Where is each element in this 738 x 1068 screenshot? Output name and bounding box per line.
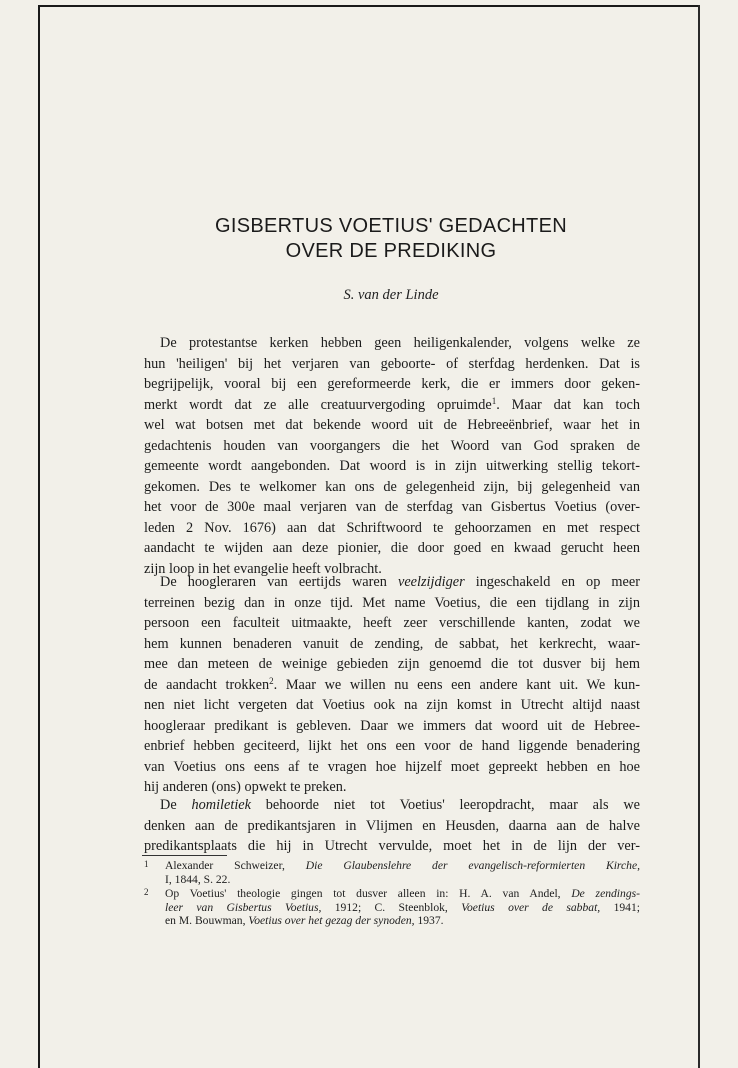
top-border-rule bbox=[38, 5, 700, 7]
emphasis: Die Glaubenslehre der evangelisch-reformierten Kirche, bbox=[305, 859, 640, 872]
text-line: het voor de 300e maal verjaren van de sterfdag van Gisbertus Voetius (over- bbox=[144, 499, 640, 515]
text-line: gemeente wordt aangebonden. Dat woord is in zijn uitwerking stellig tekort- bbox=[144, 458, 640, 474]
emphasis: De zendings- bbox=[571, 887, 640, 901]
footnote-line bbox=[165, 859, 640, 873]
text-line: van Voetius ons eens af te vragen hoe hijzelf moet gepreekt hebben en hoe bbox=[144, 758, 640, 775]
article-title bbox=[100, 214, 682, 264]
footnote-line bbox=[165, 887, 640, 901]
text-line: predikantsplaats die hij in Utrecht vervulde, moet het in de lijn der ver- bbox=[144, 838, 640, 854]
title-line-2: OVER DE PREDIKING bbox=[285, 240, 497, 262]
text-line: hij anderen (ons) opwekt te preken. bbox=[144, 779, 347, 795]
text-segment: De hoogleraren van eertijds waren bbox=[160, 574, 398, 590]
text-segment: De bbox=[160, 797, 192, 813]
text-line: De protestantse kerken hebben geen heiligenkalender, volgens welke ze bbox=[160, 335, 640, 351]
emphasis: Voetius over de sabbat, bbox=[461, 900, 601, 914]
emphasis: leer van Gisbertus Voetius, bbox=[165, 900, 322, 914]
emphasis: veelzijdiger bbox=[397, 574, 465, 590]
footnote-line: I, 1844, S. 22. bbox=[165, 872, 231, 886]
emphasis: homiletiek bbox=[191, 797, 252, 813]
footnote-2 bbox=[144, 887, 640, 928]
emphasis: Voetius over het gezag der synoden, bbox=[248, 914, 415, 928]
text-line: zijn loop in het evangelie heeft volbracht. bbox=[144, 560, 382, 577]
text-line: begrijpelijk, vooral bij een gereformeerde kerk, die er immers door geken- bbox=[144, 376, 640, 392]
footnote-number: 2 bbox=[144, 887, 149, 898]
text-line: nen niet licht vergeten dat Voetius ook na zijn komst in Utrecht altijd naast bbox=[144, 697, 640, 713]
text-segment: Op Voetius' theologie gingen tot dusver alleen in: H. A. van Andel, bbox=[165, 887, 572, 901]
text-line: leden 2 Nov. 1676) aan dat Schriftwoord te gehoorzamen en met respect bbox=[144, 519, 640, 536]
text-segment: merkt wordt dat ze alle creatuurvergoding opruimde bbox=[144, 396, 492, 413]
text-line bbox=[144, 675, 640, 696]
text-line bbox=[144, 795, 640, 816]
text-line bbox=[144, 395, 640, 416]
text-line: gedachtenis houden van voorgangers die het Woord van God spraken de bbox=[144, 437, 640, 454]
text-segment: de aandacht trokken bbox=[144, 676, 270, 693]
text-segment: 1941; bbox=[600, 900, 640, 914]
footnote-number: 1 bbox=[144, 859, 149, 869]
paragraph-1 bbox=[144, 333, 640, 579]
paragraph-3 bbox=[144, 795, 640, 857]
text-line: persoon een faculteit uitmaakte, heeft zeer verschillende kanten, zodat we bbox=[144, 615, 640, 631]
text-segment: behoorde niet tot Voetius' leeropdracht, maar als we bbox=[251, 797, 640, 813]
text-line: hoogleraar predikant is gebleven. Daar we immers dat woord uit de Hebree- bbox=[144, 717, 640, 734]
text-line: hem kunnen benaderen vanuit de zending, de sabbat, het kerkrecht, waar- bbox=[144, 635, 640, 652]
footnotes bbox=[144, 859, 640, 929]
text-segment: Alexander Schweizer, bbox=[165, 859, 306, 872]
text-line: enbrief hebben geciteerd, lijkt het ons een voor de hand liggende benadering bbox=[144, 738, 640, 754]
title-line-1: GISBERTUS VOETIUS' GEDACHTEN bbox=[215, 215, 567, 237]
text-segment: . Maar dat kan toch bbox=[496, 396, 640, 413]
footnote-ref-2: 2 bbox=[269, 675, 274, 686]
left-border-rule bbox=[38, 5, 40, 1068]
text-line: terreinen bezig dan in onze tijd. Met name Voetius, die een tijdlang in zijn bbox=[144, 594, 640, 611]
footnote-divider bbox=[142, 855, 227, 856]
text-line: hun 'heiligen' bij het verjaren van geboorte- of sterfdag herdenken. Dat is bbox=[144, 355, 640, 372]
text-line: mee dan meteen de weinige gebieden zijn genoemd die tot dusver bij hem bbox=[144, 656, 640, 672]
text-segment: ingeschakeld en op meer bbox=[464, 574, 640, 590]
text-line bbox=[144, 572, 640, 593]
text-line: denken aan de predikantsjaren in Vlijmen en Heusden, daarna aan de halve bbox=[144, 817, 640, 834]
text-line: gekomen. Des te welkomer kan ons de gelegenheid zijn, bij gelegenheid van bbox=[144, 478, 640, 495]
footnote-1 bbox=[144, 859, 640, 886]
footnote-ref-1: 1 bbox=[491, 395, 497, 406]
paragraph-2 bbox=[144, 572, 640, 798]
text-line: aandacht te wijden aan deze pionier, die door goed en kwaad gerucht heen bbox=[144, 540, 640, 556]
text-line: wel wat botsen met dat bekende woord uit de Hebreeënbrief, waar het in bbox=[144, 417, 640, 433]
text-segment: 1912; C. Steenblok, bbox=[321, 900, 462, 914]
footnote-line bbox=[165, 914, 640, 928]
article-author: S. van der Linde bbox=[343, 287, 439, 303]
text-segment: en M. Bouwman, bbox=[165, 914, 249, 928]
footnote-line bbox=[165, 901, 640, 915]
right-border-rule bbox=[698, 5, 700, 1068]
text-segment: 1937. bbox=[414, 914, 444, 928]
text-segment: . Maar we willen nu eens een andere kant uit. We kun- bbox=[273, 676, 640, 693]
